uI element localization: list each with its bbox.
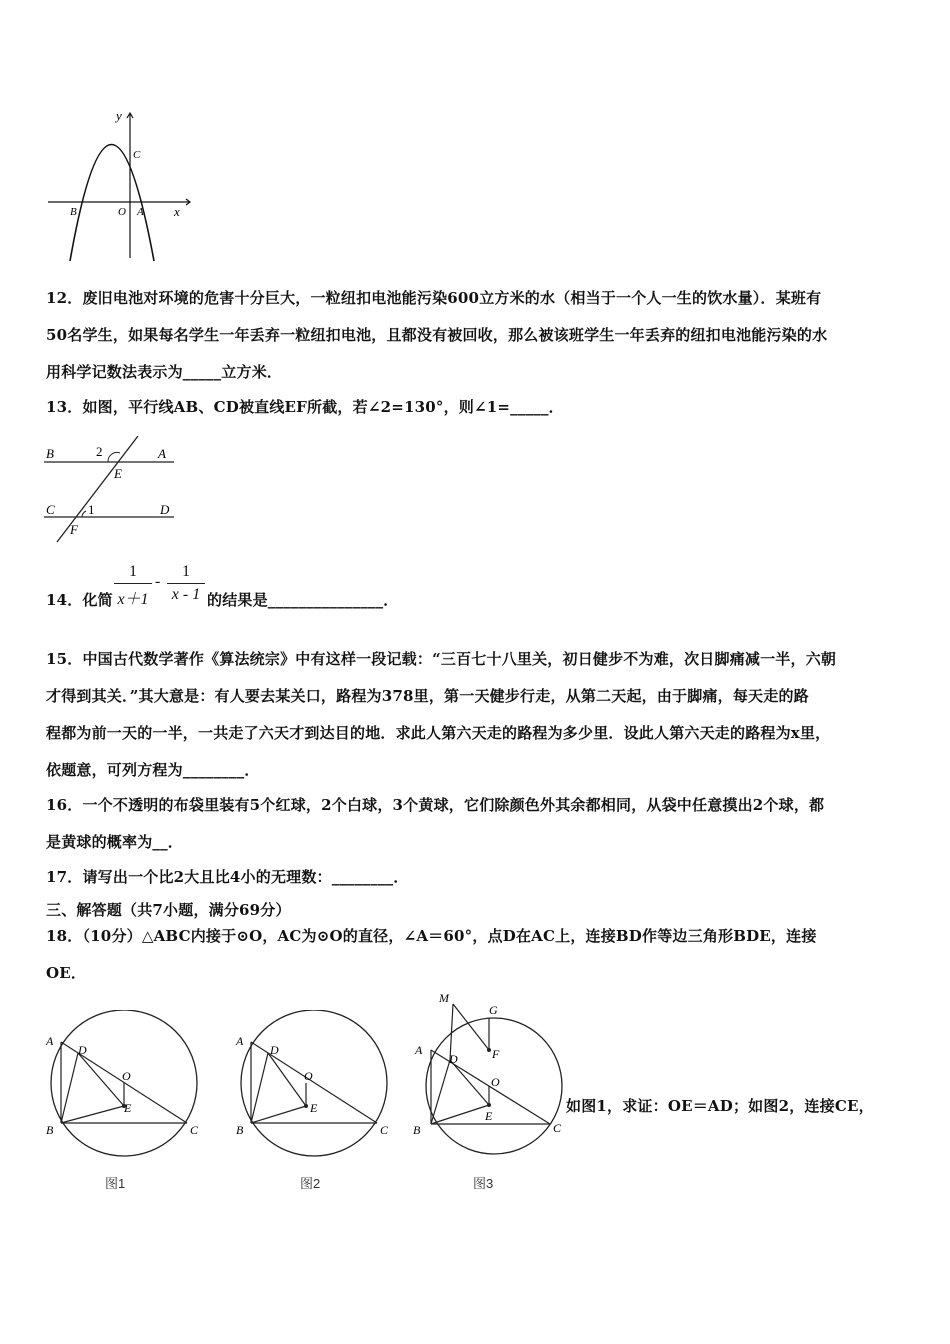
q15-line-3: 程都为前一天的一半，一共走了六天才到达目的地．求此人第六天走的路程为多少里．设此人第六天走的路程为x里， [46,724,831,742]
minus-sign: - [155,573,161,590]
fraction-1-denominator: x＋1 [117,591,149,608]
fig1-label-c: C [190,1123,199,1137]
q15-line-1: 15．中国古代数学著作《算法统宗》中有这样一段记载：“三百七十八里关，初日健步不为难，次日脚痛减一半，六朝 [46,650,837,668]
fig3-label-g: G [489,1003,498,1017]
fig3-label-m: M [439,991,449,1005]
q12-line-3: 用科学记数法表示为_____立方米． [46,363,283,381]
fig1-label-o: O [122,1069,131,1083]
fig3-label-a: A [415,1043,423,1057]
label-a: A [158,446,166,461]
fig2-label-c: C [380,1123,389,1137]
fig2-label-b: B [236,1123,244,1137]
fig2-caption: 图2 [300,1176,321,1191]
fig1-caption: 图1 [105,1176,126,1191]
section-3-title: 三、解答题（共7小题，满分69分） [46,901,291,919]
fig1-label-a: A [46,1034,54,1048]
label-f: F [70,522,78,537]
q15-line-4: 依题意，可列方程为________． [46,761,260,779]
label-d: D [160,502,170,517]
fig2-label-a: A [236,1034,244,1048]
fig3-label-d: D [449,1052,458,1066]
x-axis-label: x [174,204,180,219]
q12-line-1: 12．废旧电池对环境的危害十分巨大，一粒纽扣电池能污染600立方米的水（相当于一个人一生的饮水量）．某班有 [46,289,822,307]
q17-line-1: 17．请写出一个比2大且比4小的无理数：________． [46,868,409,886]
fig3-caption: 图3 [473,1176,494,1191]
origin-label: O [118,206,126,218]
point-a-label: A [137,206,144,218]
fig3-label-b: B [413,1123,421,1137]
circle-figure-3 [405,988,570,1158]
circle-figure-1 [40,1010,210,1160]
point-c-label: C [133,149,141,161]
fraction-1 [114,563,152,609]
q18-line-3: 如图1，求证：OE＝AD；如图2，连接CE， [566,1097,874,1115]
fig1-label-e: E [124,1101,132,1115]
point-b-label: B [70,206,77,218]
q15-line-2: 才得到其关．”其大意是：有人要去某关口，路程为378里，第一天健步行走，从第二天起，由于脚痛，每天走的路 [46,687,809,705]
q16-line-2: 是黄球的概率为__． [46,833,184,851]
q18-line-1: 18．（10分）△ABC内接于⊙O，AC为⊙O的直径，∠A＝60°，点D在AC上，连接BD作等边三角形BDE，连接 [46,927,817,945]
q13-line-1: 13．如图，平行线AB、CD被直线EF所截，若∠2=130°，则∠1=_____． [46,398,564,416]
fig2-label-d: D [270,1043,279,1057]
q18-line-2: OE． [46,964,87,982]
label-e: E [114,466,122,481]
angle-2-label: 2 [96,444,103,459]
fig1-label-d: D [78,1043,87,1057]
label-c: C [46,502,55,517]
parabola-figure [44,108,194,263]
parallel-lines-figure [42,436,182,546]
fig3-label-o: O [491,1075,500,1089]
fraction-2 [167,563,205,604]
fraction-2-denominator: x - 1 [171,586,201,603]
fraction-2-numerator: 1 [182,563,190,580]
fig2-label-o: O [304,1069,313,1083]
fig3-label-f: F [492,1047,500,1061]
q14-suffix: 的结果是_______________． [207,591,399,609]
q14-prefix: 14．化简 [46,591,113,609]
fig3-label-c: C [553,1121,562,1135]
q12-line-2: 50名学生，如果每名学生一年丢弃一粒纽扣电池，且都没有被回收，那么被该班学生一年丢弃的纽扣电池能污染的水 [46,326,828,344]
fig3-label-e: E [485,1109,493,1123]
q16-line-1: 16．一个不透明的布袋里装有5个红球，2个白球，3个黄球，它们除颜色外其余都相同，从袋中任意摸出2个球，都 [46,796,825,814]
label-b: B [46,446,54,461]
fig2-label-e: E [310,1101,318,1115]
angle-1-label: 1 [88,502,95,517]
circle-figure-2 [230,1010,400,1160]
y-axis-label: y [116,108,122,123]
fig1-label-b: B [46,1123,54,1137]
fraction-1-numerator: 1 [129,563,137,580]
